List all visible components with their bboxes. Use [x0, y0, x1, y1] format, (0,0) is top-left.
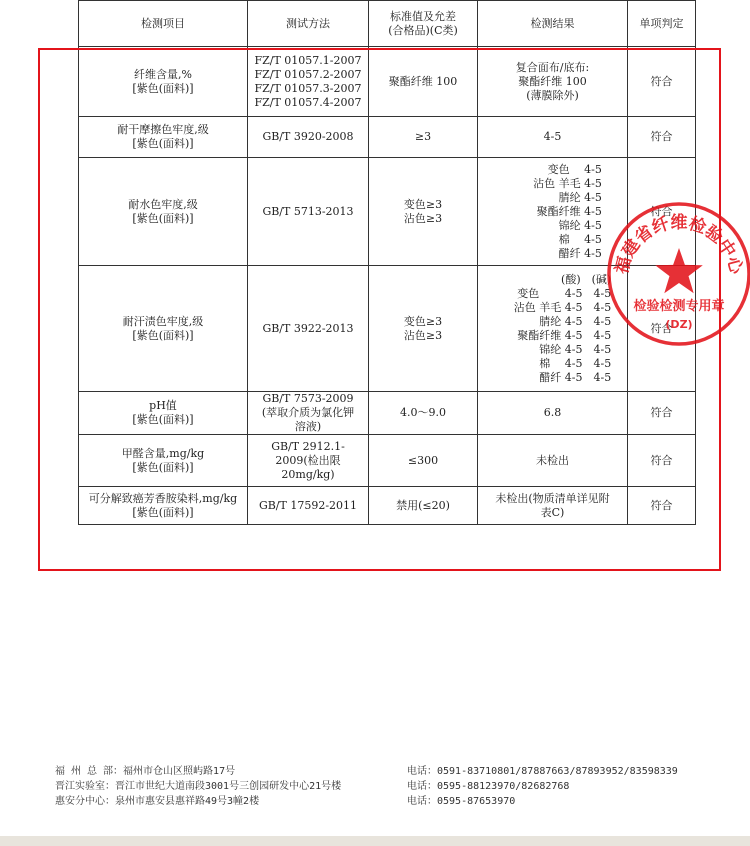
text-line: 变色 4-5 4-5	[517, 286, 612, 300]
header-standard-text: 标准值及允差 (合格品)(C类)	[388, 9, 458, 37]
text-line: 变色 4-5	[547, 162, 602, 176]
text-line: 醋纤 4-5 4-5	[539, 370, 612, 384]
seal-arc-text: 福建省纤维检验中心	[612, 213, 746, 277]
table-row	[79, 435, 696, 487]
text-line: 沾色≥3	[403, 328, 443, 342]
text-line: FZ/T 01057.1-2007	[254, 53, 362, 67]
text-line: GB/T 2912.1-	[271, 439, 345, 453]
result-cell	[478, 435, 628, 487]
text-line: (酸) (碱)	[561, 272, 612, 286]
standard-cell	[369, 266, 478, 392]
method-cell	[248, 47, 369, 117]
header-item: 检测项目	[79, 1, 248, 47]
text-line: GB/T 5713-2013	[262, 204, 354, 218]
text-line: GB/T 7573-2009	[262, 392, 354, 405]
text-line: 聚酯纤维 4-5 4-5	[517, 328, 612, 342]
text-line: [紫色(面料)]	[132, 413, 194, 426]
text-line: 耐水色牢度,级	[128, 197, 198, 211]
text-line: 溶液)	[294, 420, 322, 433]
item-cell	[79, 158, 248, 266]
result-cell	[478, 47, 628, 117]
text-line: 福 州 总 部：福州市仓山区照屿路17号	[55, 766, 236, 777]
text-line: [紫色(面料)]	[132, 505, 194, 519]
text-line: FZ/T 01057.3-2007	[254, 81, 362, 95]
standard-cell	[369, 487, 478, 525]
item-cell	[79, 117, 248, 158]
verdict-cell: 符合	[628, 487, 696, 525]
text-line: FZ/T 01057.2-2007	[254, 67, 362, 81]
table-row	[79, 47, 696, 117]
text-line: FZ/T 01057.4-2007	[254, 95, 362, 109]
text-line: 电话：0595-87653970	[407, 796, 516, 807]
method-cell	[248, 266, 369, 392]
text-line: [紫色(面料)]	[132, 211, 194, 225]
text-line: 未检出(物质清单详见附	[495, 491, 610, 505]
text-line: 变色≥3	[403, 197, 443, 211]
standard-cell	[369, 158, 478, 266]
header-verdict: 单项判定	[628, 1, 696, 47]
item-cell	[79, 392, 248, 435]
text-line: 纤维含量,%	[134, 67, 192, 81]
item-cell	[79, 487, 248, 525]
method-cell	[248, 487, 369, 525]
text-line: 晋江实验室：晋江市世纪大道南段3001号三创园研发中心21号楼	[55, 781, 342, 792]
item-cell	[79, 47, 248, 117]
text-line: 棉 4-5 4-5	[539, 356, 612, 370]
text-line: 复合面布/底布:	[515, 60, 590, 74]
standard-cell	[369, 435, 478, 487]
verdict-cell: 符合	[628, 435, 696, 487]
result-list	[533, 163, 602, 261]
table-row	[79, 266, 696, 392]
text-line: [紫色(面料)]	[132, 137, 194, 150]
method-cell	[248, 392, 369, 435]
text-line: 沾色≥3	[403, 211, 443, 225]
footer-phones	[407, 764, 747, 809]
text-line: pH值	[149, 399, 177, 412]
verdict-cell: 符合	[628, 47, 696, 117]
test-results-table	[78, 0, 696, 525]
verdict-cell: 符合	[628, 392, 696, 435]
text-line: GB/T 3922-2013	[262, 321, 354, 335]
text-line: 未检出	[536, 453, 569, 467]
text-line: 2009(检出限	[275, 453, 341, 467]
result-cell	[478, 158, 628, 266]
text-line: 可分解致癌芳香胺染料,mg/kg	[88, 491, 238, 505]
verdict-cell: 符合	[628, 158, 696, 266]
text-line: 电话：0591-83710801/87887663/87893952/83598339	[407, 766, 678, 777]
item-cell	[79, 435, 248, 487]
text-line: 聚酯纤维 100	[518, 74, 587, 88]
table-row	[79, 158, 696, 266]
text-line: GB/T 3920-2008	[262, 130, 354, 143]
header-result: 检测结果	[478, 1, 628, 47]
text-line: 腈纶 4-5	[558, 190, 602, 204]
result-list	[514, 273, 611, 385]
text-line: 4-5	[543, 130, 562, 143]
text-line: 20mg/kg)	[281, 467, 335, 481]
text-line: 电话：0595-88123970/82682768	[407, 781, 570, 792]
text-line: 聚酯纤维 4-5	[536, 204, 602, 218]
text-line: 甲醛含量,mg/kg	[121, 446, 205, 460]
table-header-row	[79, 1, 696, 47]
text-line: (萃取介质为氯化钾	[261, 406, 355, 419]
result-cell	[478, 266, 628, 392]
text-line: 沾色 羊毛 4-5 4-5	[513, 300, 612, 314]
text-line: (薄膜除外)	[526, 88, 579, 102]
standard-cell	[369, 117, 478, 158]
bottom-strip	[0, 836, 750, 846]
table-row	[79, 487, 696, 525]
result-cell	[478, 487, 628, 525]
header-standard	[369, 1, 478, 47]
text-line: 变色≥3	[403, 314, 443, 328]
text-line: 聚酯纤维 100	[388, 74, 458, 88]
text-line: ≤300	[407, 453, 439, 467]
text-line: 4.0～9.0	[400, 406, 446, 419]
method-cell	[248, 435, 369, 487]
footer-addresses	[55, 764, 405, 809]
text-line: 表C)	[540, 505, 565, 519]
text-line: 锦纶 4-5	[558, 218, 602, 232]
seal-line2: (DZ)	[665, 318, 693, 331]
text-line: 醋纤 4-5	[558, 246, 602, 260]
text-line: [紫色(面料)]	[132, 81, 194, 95]
text-line: [紫色(面料)]	[132, 328, 194, 342]
text-line: 耐汗渍色牢度,级	[122, 314, 204, 328]
result-cell	[478, 117, 628, 158]
table-row	[79, 392, 696, 435]
text-line: 耐干摩擦色牢度,级	[117, 123, 209, 136]
seal-line1: 检验检测专用章	[633, 299, 725, 314]
item-cell	[79, 266, 248, 392]
verdict-cell: 符合	[628, 117, 696, 158]
header-method: 测试方法	[248, 1, 369, 47]
standard-cell	[369, 47, 478, 117]
text-line: 锦纶 4-5 4-5	[539, 342, 612, 356]
verdict-cell: 符合	[628, 266, 696, 392]
text-line: 沾色 羊毛 4-5	[533, 176, 602, 190]
text-line: GB/T 17592-2011	[258, 498, 358, 512]
table-row	[79, 117, 696, 158]
text-line: 惠安分中心：泉州市惠安县惠祥路49号3幢2楼	[55, 796, 260, 807]
result-cell	[478, 392, 628, 435]
text-line: 禁用(≤20)	[396, 498, 450, 512]
text-line: 6.8	[543, 406, 562, 419]
standard-cell	[369, 392, 478, 435]
text-line: 腈纶 4-5 4-5	[539, 314, 612, 328]
method-cell	[248, 117, 369, 158]
text-line: 棉 4-5	[558, 232, 602, 246]
text-line: ≥3	[414, 130, 432, 143]
method-cell	[248, 158, 369, 266]
text-line: [紫色(面料)]	[132, 460, 194, 474]
